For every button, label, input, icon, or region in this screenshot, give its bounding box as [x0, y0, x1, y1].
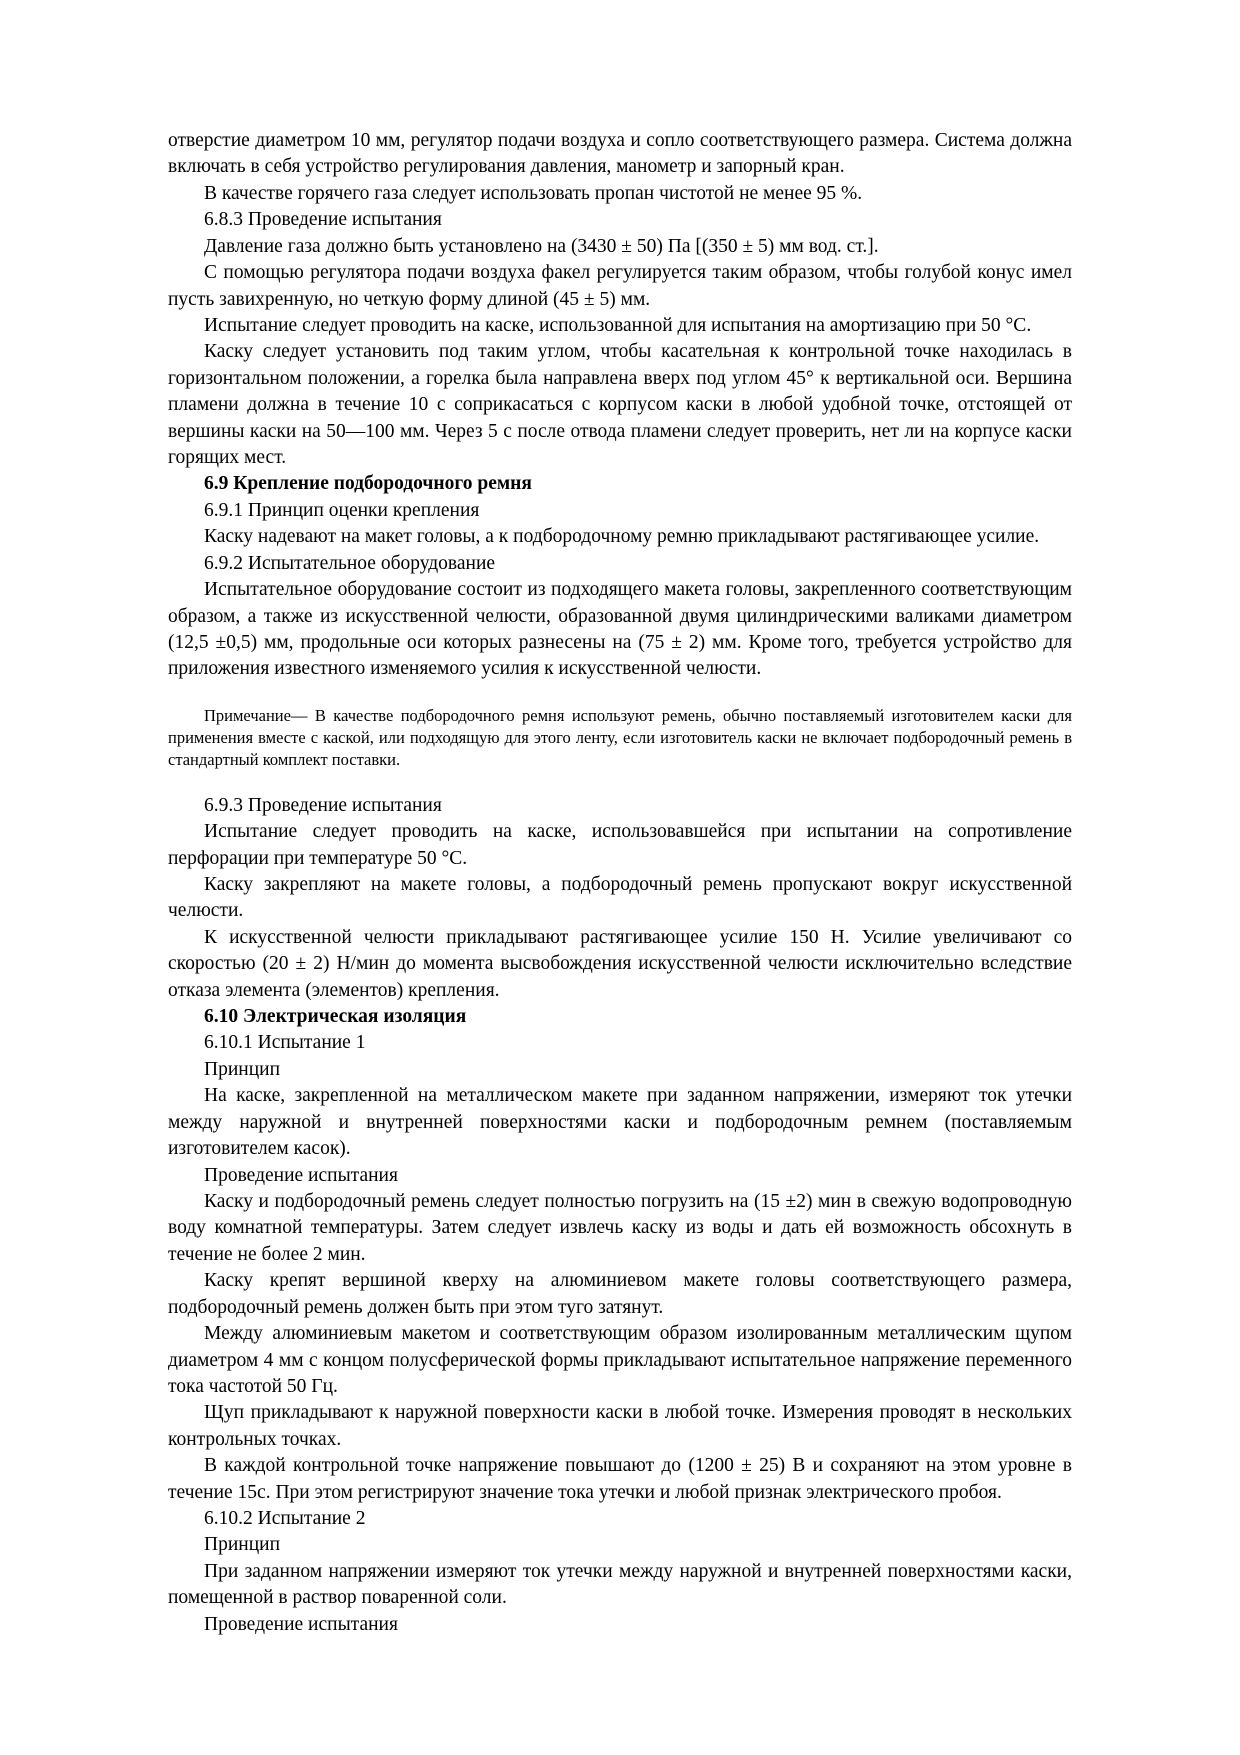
paragraph: Испытание следует проводить на каске, использовавшейся при испытании на сопротивление перфорации при температуре 50 °С.: [168, 821, 1072, 869]
note-paragraph: Примечание— В качестве подбородочного ремня используют ремень, обычно поставляемый изготовителем каски для применения вместе с каской, или подходящую для этого ленту, если изготовитель каски не включает подбородочный ремень в стандартный комплект поставки.: [168, 705, 1072, 769]
paragraph: Каску надевают на макет головы, а к подбородочному ремню прикладывают растягивающее усилие.: [204, 526, 1040, 548]
section-heading-6-9: 6.9 Крепление подбородочного ремня: [204, 473, 532, 495]
paragraph: Каску и подбородочный ремень следует полностью погрузить на (15 ±2) мин в свежую водопроводную воду комнатной температуры. Затем следует извлечь каску из воды и дать ей возможность обсохнуть в течение не более 2 мин.: [168, 1191, 1072, 1265]
spacer: [168, 771, 1072, 793]
paragraph: 6.8.3 Проведение испытания: [204, 209, 442, 231]
paragraph: Принцип: [204, 1058, 281, 1080]
paragraph: Испытание следует проводить на каске, использованной для испытания на амортизацию при 50 °С.: [204, 314, 1032, 336]
paragraph: С помощью регулятора подачи воздуха факел регулируется таким образом, чтобы голубой конус имел пусть завихренную, но четкую форму длиной (45 ± 5) мм.: [168, 262, 1072, 310]
paragraph: При заданном напряжении измеряют ток утечки между наружной и внутренней поверхностями каски, помещенной в раствор поваренной соли.: [168, 1560, 1072, 1609]
paragraph: Каску закрепляют на макете головы, а подбородочный ремень пропускают вокруг искусственной челюсти.: [168, 873, 1072, 922]
paragraph: отверстие диаметром 10 мм, регулятор подачи воздуха и сопло соответствующего размера. Система должна включать в себя устройство регулирования давления, манометр и запорный кран.: [168, 130, 1072, 178]
paragraph: 6.10.2 Испытание 2: [204, 1508, 366, 1530]
paragraph: В каждой контрольной точке напряжение повышают до (1200 ± 25) В и сохраняют на этом уровне в течение 15с. При этом регистрируют значение тока утечки и любой признак электрического пробоя.: [168, 1455, 1072, 1503]
paragraph: На каске, закрепленной на металлическом макете при заданном напряжении, измеряют ток утечки между наружной и внутренней поверхностями каски и подбородочным ремнем (поставляемым изготовителем касок).: [168, 1085, 1072, 1160]
spacer: [168, 683, 1072, 705]
paragraph: Проведение испытания: [204, 1164, 398, 1186]
paragraph: Испытательное оборудование состоит из подходящего макета головы, закрепленного соответствующим образом, а также из искусственной челюсти, образованной двумя цилиндрическими валиками диаметром (12,5 ±0,5) мм, продольные оси которых разнесены на (75 ± 2) мм. Кроме того, требуется устройство для приложения известного изменяемого усилия к искусственной челюсти.: [168, 579, 1072, 680]
paragraph: Каску крепят вершиной кверху на алюминиевом макете головы соответствующего размера, подбородочный ремень должен быть при этом туго затянут.: [168, 1270, 1072, 1318]
paragraph: 6.9.3 Проведение испытания: [204, 794, 442, 816]
paragraph: В качестве горячего газа следует использовать пропан чистотой не менее 95 %.: [204, 182, 863, 204]
paragraph: 6.10.1 Испытание 1: [204, 1032, 366, 1054]
paragraph: Давление газа должно быть установлено на (3430 ± 50) Па [(350 ± 5) мм вод. ст.].: [204, 235, 879, 257]
paragraph: К искусственной челюсти прикладывают растягивающее усилие 150 Н. Усилие увеличивают со скоростью (20 ± 2) Н/мин до момента высвобождения искусственной челюсти исключительно вследствие отказа элемента (элементов) крепления.: [168, 926, 1072, 1001]
paragraph: Проведение испытания: [204, 1613, 398, 1635]
document-body: [168, 128, 1072, 1638]
paragraph: Каску следует установить под таким углом, чтобы касательная к контрольной точке находилась в горизонтальном положении, а горелка была направлена вверх под углом 45° к вертикальной оси. Вершина пламени должна в течение 10 с соприкасаться с корпусом каски в любой удобной точке, отстоящей от вершины каски на 50—100 мм. Через 5 с после отвода пламени следует проверить, нет ли на корпусе каски горящих мест.: [168, 341, 1072, 469]
paragraph: 6.9.2 Испытательное оборудование: [204, 552, 496, 574]
paragraph: 6.9.1 Принцип оценки крепления: [204, 499, 480, 521]
paragraph: Принцип: [204, 1534, 281, 1556]
paragraph: Между алюминиевым макетом и соответствующим образом изолированным металлическим щупом диаметром 4 мм с концом полусферической формы прикладывают испытательное напряжение переменного тока частотой 50 Гц.: [168, 1323, 1072, 1397]
section-heading-6-10: 6.10 Электрическая изоляция: [204, 1006, 467, 1028]
paragraph: Щуп прикладывают к наружной поверхности каски в любой точке. Измерения проводят в нескольких контрольных точках.: [168, 1402, 1072, 1450]
